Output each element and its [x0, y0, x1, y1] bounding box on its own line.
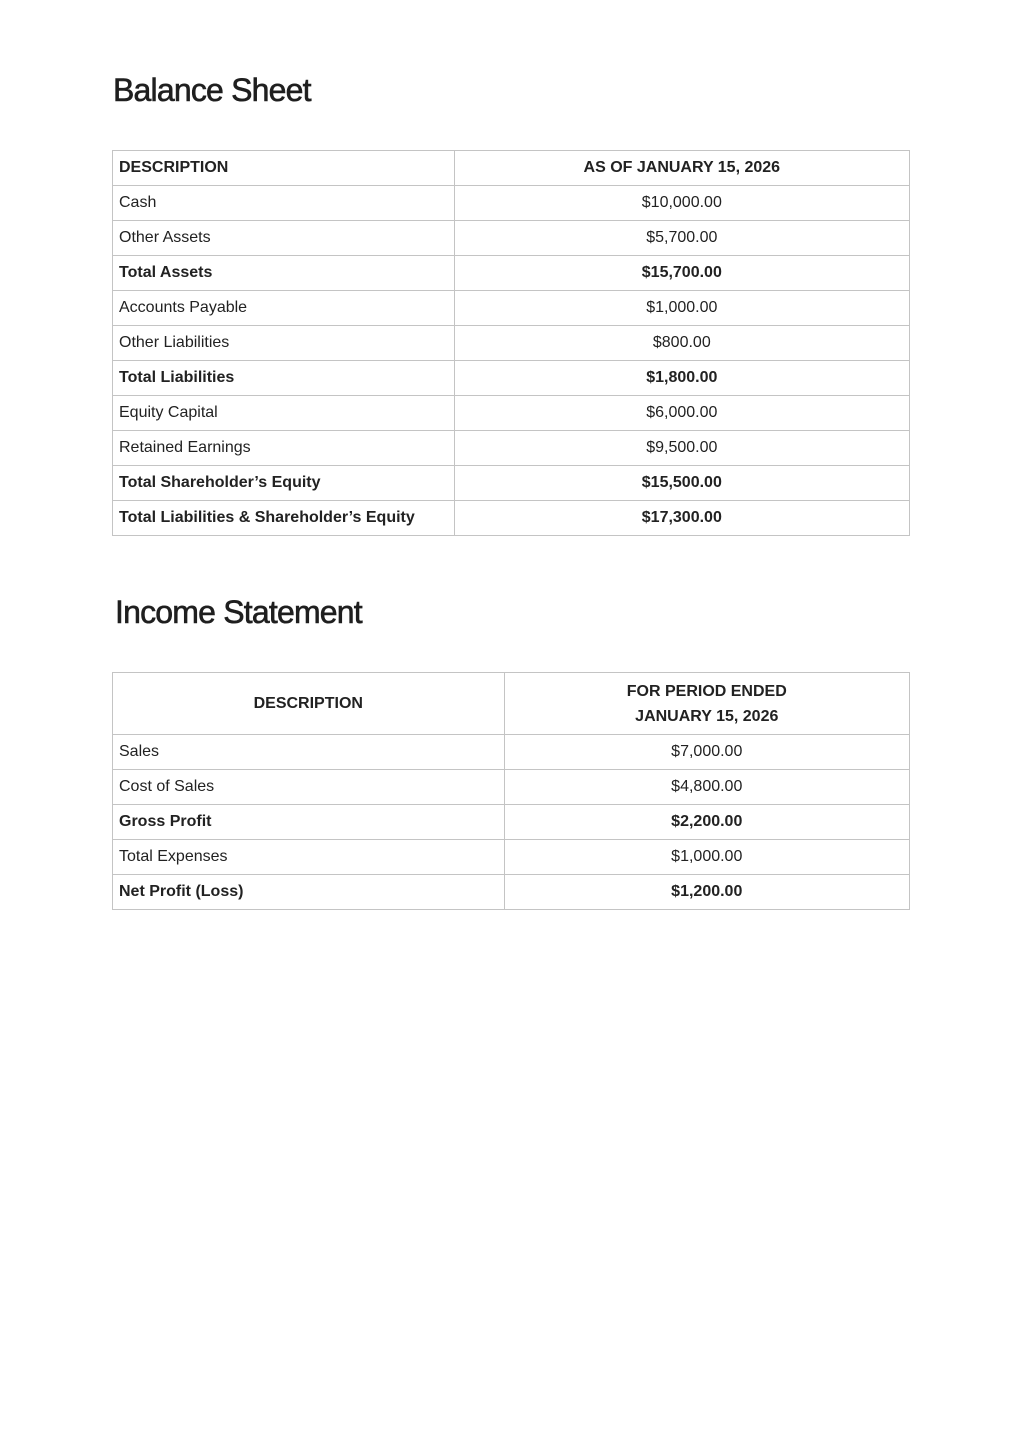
table-row	[113, 431, 910, 466]
table-row	[113, 501, 910, 536]
row-label: Total Assets	[113, 256, 455, 291]
income-statement-title: Income Statement	[115, 594, 362, 630]
table-header-row	[113, 673, 910, 735]
table-row	[113, 396, 910, 431]
row-value: $1,800.00	[454, 361, 909, 396]
row-value: $5,700.00	[454, 221, 909, 256]
row-value: $1,000.00	[454, 291, 909, 326]
row-label: Accounts Payable	[113, 291, 455, 326]
table-row	[113, 186, 910, 221]
period-header-line-2: JANUARY 15, 2026	[635, 707, 779, 725]
row-label: Sales	[113, 735, 505, 770]
row-label: Gross Profit	[113, 805, 505, 840]
row-label: Cash	[113, 186, 455, 221]
row-label: Total Liabilities & Shareholder’s Equity	[113, 501, 455, 536]
balance-sheet-table	[112, 150, 910, 536]
table-row	[113, 291, 910, 326]
row-label: Other Liabilities	[113, 326, 455, 361]
table-row	[113, 256, 910, 291]
period-header-line-1: FOR PERIOD ENDED	[626, 682, 787, 700]
row-value: $15,500.00	[454, 466, 909, 501]
row-value: $9,500.00	[454, 431, 909, 466]
balance-sheet-rows	[113, 186, 910, 536]
row-label: Total Expenses	[113, 840, 505, 875]
table-row	[113, 221, 910, 256]
row-value: $4,800.00	[504, 770, 909, 805]
table-row	[113, 466, 910, 501]
row-value: $10,000.00	[454, 186, 909, 221]
row-value: $7,000.00	[504, 735, 909, 770]
table-row	[113, 840, 910, 875]
table-row	[113, 361, 910, 396]
table-row	[113, 770, 910, 805]
row-value: $6,000.00	[454, 396, 909, 431]
balance-sheet-title: Balance Sheet	[113, 72, 311, 108]
row-value: $1,000.00	[504, 840, 909, 875]
row-value: $1,200.00	[504, 875, 909, 910]
row-label: Total Liabilities	[113, 361, 455, 396]
table-row	[113, 735, 910, 770]
row-label: Total Shareholder’s Equity	[113, 466, 455, 501]
row-label: Cost of Sales	[113, 770, 505, 805]
row-label: Net Profit (Loss)	[113, 875, 505, 910]
column-header-description: DESCRIPTION	[113, 151, 455, 186]
row-label: Retained Earnings	[113, 431, 455, 466]
column-header-description: DESCRIPTION	[113, 673, 505, 735]
row-value: $15,700.00	[454, 256, 909, 291]
row-value: $2,200.00	[504, 805, 909, 840]
table-row	[113, 326, 910, 361]
table-row	[113, 805, 910, 840]
row-value: $800.00	[454, 326, 909, 361]
column-header-period	[504, 673, 909, 735]
income-statement-rows	[113, 735, 910, 910]
column-header-as-of-date: AS OF JANUARY 15, 2026	[454, 151, 909, 186]
table-header-row	[113, 151, 910, 186]
row-value: $17,300.00	[454, 501, 909, 536]
row-label: Other Assets	[113, 221, 455, 256]
income-statement-table	[112, 672, 910, 910]
table-row	[113, 875, 910, 910]
row-label: Equity Capital	[113, 396, 455, 431]
